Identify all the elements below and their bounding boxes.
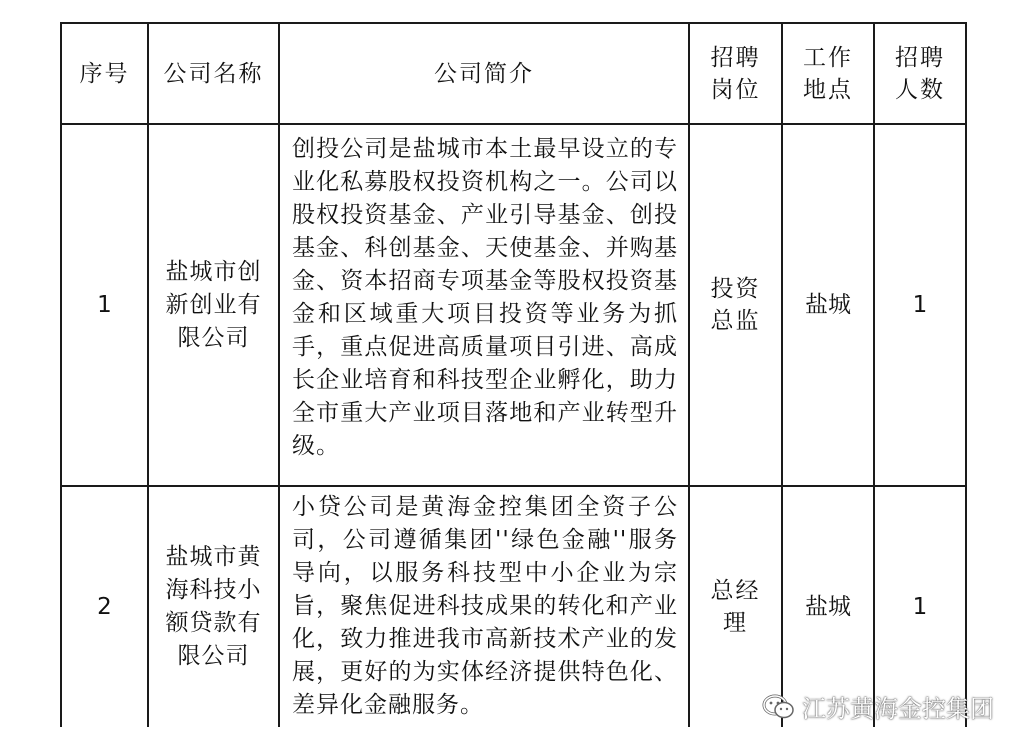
cell-location: 盐城 xyxy=(782,486,874,727)
header-index xyxy=(61,23,148,124)
cell-company xyxy=(148,486,279,727)
position-name: 总经理 xyxy=(710,578,761,636)
cell-location: 盐城 xyxy=(782,124,874,486)
header-headcount-label: 招聘人数 xyxy=(895,44,945,103)
cell-index: 2 xyxy=(61,486,148,727)
cell-intro: 小贷公司是黄海金控集团全资子公司，公司遵循集团''绿色金融''服务导向，以服务科技型中小企业为宗旨，聚焦促进科技成果的转化和产业化，致力推进我市高新技术产业的发展，更好的为实体经济提供特色化、差异化金融服务。 xyxy=(279,486,689,727)
cell-headcount: 1 xyxy=(874,124,966,486)
recruitment-table xyxy=(60,22,967,727)
header-index-label: 序号 xyxy=(79,60,130,87)
header-intro-label: 公司简介 xyxy=(434,60,534,87)
cell-index: 1 xyxy=(61,124,148,486)
header-position-label: 招聘岗位 xyxy=(710,44,761,103)
cell-intro: 创投公司是盐城市本土最早设立的专业化私募股权投资机构之一。公司以股权投资基金、产业引导基金、创投基金、科创基金、天使基金、并购基金、资本招商专项基金等股权投资基金和区域重大项目投资等业务为抓手，重点促进高质量项目引进、高成长企业培育和科技型企业孵化，助力全市重大产业项目落地和产业转型升级。 xyxy=(279,124,689,486)
header-location-label: 工作地点 xyxy=(803,44,853,103)
company-name: 盐城市创新创业有限公司 xyxy=(165,258,262,351)
company-name: 盐城市黄海科技小额贷款有限公司 xyxy=(165,544,262,669)
header-location xyxy=(782,23,874,124)
header-company-label: 公司名称 xyxy=(163,60,264,87)
wechat-icon xyxy=(762,693,796,721)
table-header-row xyxy=(61,23,966,124)
watermark-text: 江苏黄海金控集团 xyxy=(802,695,994,723)
header-headcount xyxy=(874,23,966,124)
cell-company xyxy=(148,124,279,486)
cell-headcount: 1 xyxy=(874,486,966,727)
table-row xyxy=(61,124,966,486)
header-company xyxy=(148,23,279,124)
header-position xyxy=(689,23,782,124)
cell-position xyxy=(689,124,782,486)
position-name: 投资总监 xyxy=(710,276,761,334)
watermark xyxy=(762,689,994,724)
header-intro xyxy=(279,23,689,124)
